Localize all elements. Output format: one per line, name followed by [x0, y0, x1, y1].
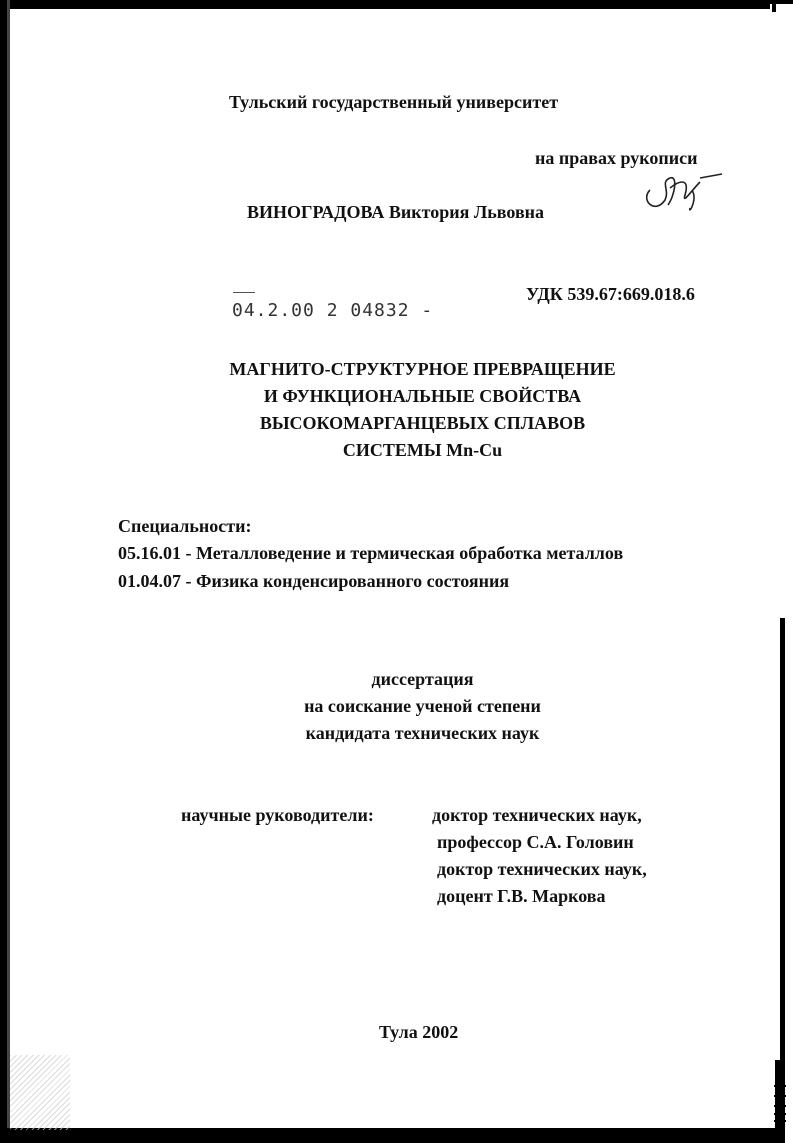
specialties-heading: Специальности: [118, 516, 252, 536]
degree-line-1: диссертация [371, 669, 474, 689]
supervisors-label: научные руководители: [181, 805, 374, 825]
scan-border-left-inner [7, 0, 10, 1143]
scan-noise [10, 1055, 70, 1130]
manuscript-note: на правах рукописи [535, 148, 698, 168]
supervisor-line: доцент Г.В. Маркова [437, 886, 606, 906]
author-name: ВИНОГРАДОВА Виктория Львовна [247, 202, 545, 222]
scan-border-left [0, 0, 7, 1143]
supervisor-line: профессор С.А. Головин [437, 832, 634, 852]
signature-mark [630, 160, 730, 220]
udc-code: УДК 539.67:669.018.6 [526, 284, 695, 304]
stamp-dash [233, 292, 255, 293]
title-line-3: ВЫСОКОМАРГАНЦЕВЫХ СПЛАВОВ [259, 413, 586, 433]
degree-line-3: кандидата технических наук [305, 723, 540, 743]
city-year: Тула 2002 [379, 1022, 459, 1042]
university-name: Тульский государственный университет [229, 92, 559, 112]
scan-border-right-top [772, 0, 776, 12]
specialty-item: 01.04.07 - Физика конденсированного состояния [118, 571, 510, 591]
supervisor-line: доктор технических наук, [437, 859, 647, 879]
degree-line-2: на соискание ученой степени [304, 696, 541, 716]
scan-border-bottom [0, 1128, 780, 1143]
scan-border-right-lower [775, 1060, 785, 1143]
title-line-2: И ФУНКЦИОНАЛЬНЫЕ СВОЙСТВА [263, 386, 582, 406]
scan-border-top [0, 0, 770, 9]
title-line-4: СИСТЕМЫ Mn-Cu [342, 440, 503, 460]
title-line-1: МАГНИТО-СТРУКТУРНОЕ ПРЕВРАЩЕНИЕ [229, 359, 616, 379]
scan-border-right [780, 618, 785, 1088]
supervisor-line: доктор технических наук, [432, 805, 642, 825]
registration-stamp: 04.2.00 2 04832 - [232, 300, 434, 321]
specialty-item: 05.16.01 - Металловедение и термическая обработка металлов [118, 543, 624, 563]
